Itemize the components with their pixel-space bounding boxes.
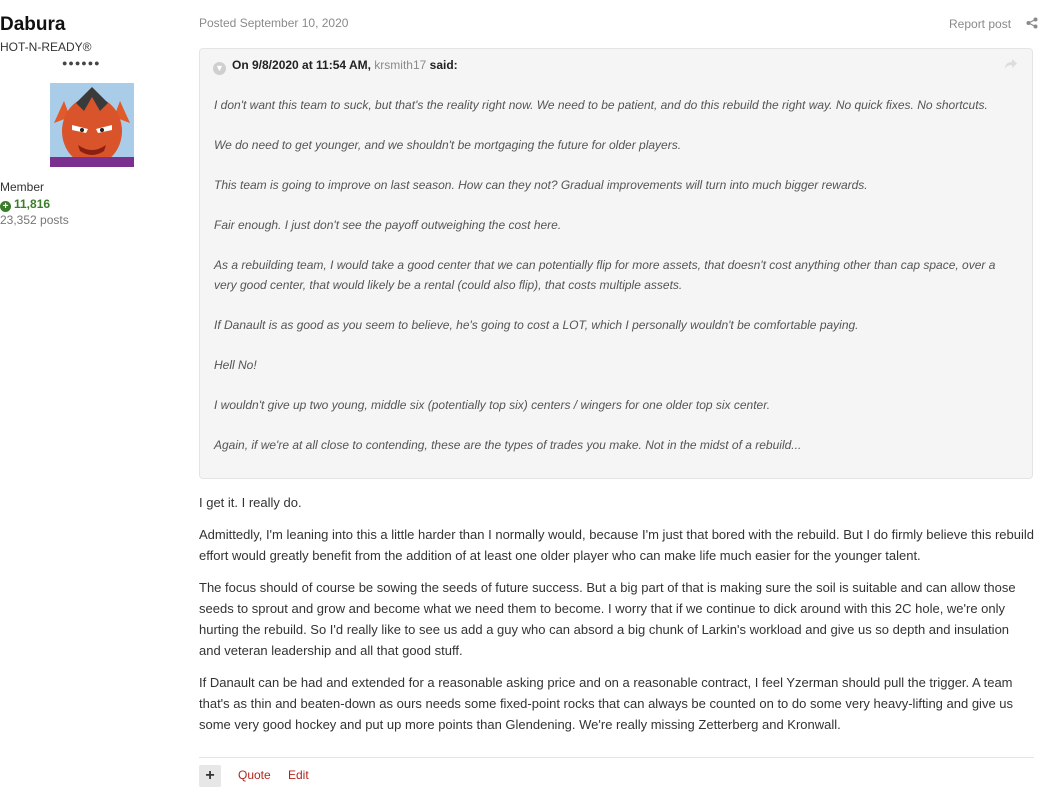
share-icon[interactable] (1026, 17, 1038, 29)
quote-paragraph: We do need to get younger, and we shouldn't be mortgaging the future for older players. (214, 138, 682, 152)
arrow-icon[interactable] (1004, 58, 1018, 70)
quote-header (213, 58, 458, 75)
author-title: HOT-N-READY® (0, 40, 92, 54)
chevron-down-icon[interactable]: ▼ (213, 62, 226, 75)
quote-header-prefix: On 9/8/2020 at 11:54 AM, (232, 58, 375, 72)
reputation[interactable] (0, 197, 185, 212)
body-paragraph: Admittedly, I'm leaning into this a little harder than I normally would, because I'm just that bored with the rebuild. But I do firmly believe this rebuild effort would greatly benefit from the addition of at least one older player who can make life much easier for the younger talent. (199, 527, 1034, 563)
quote-paragraph: Fair enough. I just don't see the payoff outweighing the cost here. (214, 218, 562, 232)
quote-header-suffix: said: (426, 58, 458, 72)
avatar[interactable] (50, 83, 134, 167)
quote-paragraph: As a rebuilding team, I would take a good center that we can potentially flip for more assets, that doesn't cost anything other than cap space, over a very good center, that would likely be a rental (could also flip), that costs multiple assets. (214, 258, 996, 292)
author-name[interactable]: Dabura (0, 14, 66, 35)
quote-paragraph: I don't want this team to suck, but that's the reality right now. We need to be patient, and do this rebuild the right way. No quick fixes. No shortcuts. (214, 98, 988, 112)
quote-body (214, 95, 1014, 475)
post-count[interactable]: 23,352 posts (0, 213, 69, 227)
body-paragraph: I get it. I really do. (199, 495, 302, 510)
quote-button[interactable]: Quote (238, 768, 271, 782)
body-paragraph: If Danault can be had and extended for a reasonable asking price and on a reasonable contract, I feel Yzerman should pull the trigger. A team that's as thin and beaten-down as ours needs some fixed-point rocks that can always be counted on to do some very heavy-lifting and give us some very good hockey and put up more points than Glendening. We're really missing Zetterberg and Kronwall. (199, 675, 1014, 732)
quote-paragraph: Hell No! (214, 358, 257, 372)
divider (199, 757, 1034, 758)
reputation-value: 11,816 (14, 197, 51, 211)
multiquote-button[interactable]: + (199, 765, 221, 787)
avatar-image (50, 83, 134, 167)
report-post-link[interactable]: Report post (949, 17, 1012, 31)
quote-paragraph: This team is going to improve on last season. How can they not? Gradual improvements will turn into much bigger rewards. (214, 178, 868, 192)
quote-block (199, 48, 1033, 479)
rank-pips: ●●●●●● (62, 58, 101, 68)
quote-paragraph: Again, if we're at all close to contending, these are the types of trades you make. Not in the midst of a rebuild... (214, 438, 802, 452)
body-paragraph: The focus should of course be sowing the seeds of future success. But a big part of that is making sure the soil is suitable and can allow those seeds to sprout and grow and become what we need them to become. I worry that if we continue to dick around with this 2C hole, we're only hurting the rebuild. So I'd really like to see us add a guy who can absord a big chunk of Larkin's workload and give us so depth and insulation and veteran leadership and all that good stuff. (199, 580, 1016, 658)
quoted-author-link[interactable]: krsmith17 (374, 58, 427, 72)
quote-paragraph: If Danault is as good as you seem to believe, he's going to cost a LOT, which I personally wouldn't be comfortable paying. (214, 318, 859, 332)
quote-paragraph: I wouldn't give up two young, middle six (potentially top six) centers / wingers for one older top six center. (214, 398, 771, 412)
member-group: Member (0, 180, 45, 194)
edit-button[interactable]: Edit (288, 768, 309, 782)
plus-circle-icon: + (0, 201, 11, 212)
post-date[interactable]: Posted September 10, 2020 (199, 16, 349, 30)
post-body (199, 492, 1034, 746)
